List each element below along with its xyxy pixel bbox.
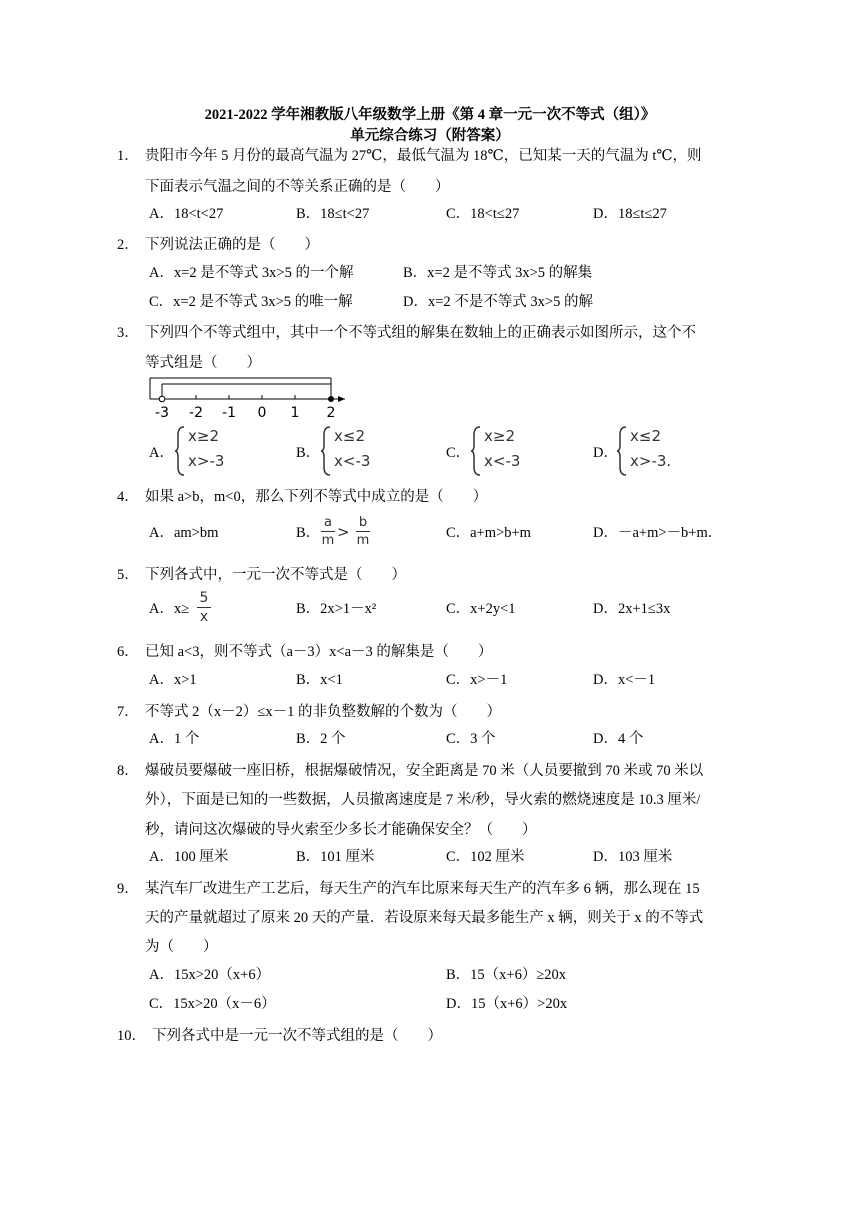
question-2-text: 下列说法正确的是（ ） (145, 237, 319, 253)
question-5-option-c: C．x+2y<1 (446, 601, 516, 617)
question-4-option-d: D．－a+m>－b+m． (593, 525, 723, 541)
question-10-text: 下列各式中是一元一次不等式组的是（ ） (152, 1028, 442, 1044)
question-2-number: 2． (117, 237, 139, 253)
question-7-option-a: A．1 个 (149, 731, 200, 747)
question-3-text-line1: 下列四个不等式组中，其中一个不等式组的解集在数轴上的正确表示如图所示，这个不 (145, 325, 696, 341)
system-brace (470, 425, 482, 482)
question-9-number: 9． (117, 881, 139, 897)
question-8-option-c: C．102 厘米 (446, 849, 525, 865)
question-5-option-a-fraction (197, 590, 211, 625)
question-3-text-line2: 等式组是（ ） (145, 355, 261, 371)
question-5-text: 下列各式中，一元一次不等式是（ ） (145, 567, 406, 583)
question-9-option-b: B．15（x+6）≥20x (446, 967, 567, 983)
question-9-text-line2: 天的产量就超过了原来 20 天的产量．若设原来每天最多能生产 x 辆，则关于 x 的不等式 (145, 910, 704, 926)
question-7-option-d: D．4 个 (593, 731, 644, 747)
question-8-option-d: D．103 厘米 (593, 849, 673, 865)
system-brace (174, 425, 186, 482)
number-line-label: -1 (222, 405, 236, 421)
question-3-option-d-ineq1: x≤2 (630, 427, 661, 445)
system-brace (320, 425, 332, 482)
denominator: m (356, 533, 370, 548)
number-line-label: 2 (326, 405, 336, 421)
question-8-number: 8． (117, 763, 139, 779)
question-5-option-a: A．x≥ (149, 601, 190, 617)
question-4-option-b-fraction-left (321, 515, 335, 548)
number-line-label: -2 (189, 405, 203, 421)
numerator: a (324, 515, 332, 530)
question-3-option-c-ineq2: x<-3 (484, 452, 521, 470)
question-6-option-c: C．x>－1 (446, 672, 508, 688)
question-8-option-b: B．101 厘米 (296, 849, 375, 865)
question-6-option-a: A．x>1 (149, 672, 197, 688)
question-1-text-line1: 贵阳市今年 5 月份的最高气温为 27℃，最低气温为 18℃，已知某一天的气温为 t℃，则 (145, 148, 702, 164)
number-line-label: 1 (290, 405, 300, 421)
question-6-number: 6． (117, 644, 139, 660)
denominator: m (321, 533, 335, 548)
question-10-number: 10． (117, 1028, 146, 1044)
question-4-option-b-relation: > (337, 523, 350, 541)
question-4-option-b: B． (296, 525, 321, 541)
question-4-option-a: A．am>bm (149, 525, 219, 541)
question-8-option-a: A．100 厘米 (149, 849, 229, 865)
question-6-option-d: D．x<－1 (593, 672, 656, 688)
number-line-label: 0 (257, 405, 267, 421)
question-7-option-b: B．2 个 (296, 731, 346, 747)
question-1-option-a: A．18<t<27 (149, 206, 224, 222)
question-9-option-a: A．15x>20（x+6） (149, 967, 271, 983)
question-1-option-c: C．18<t≤27 (446, 206, 520, 222)
question-8-text-line1: 爆破员要爆破一座旧桥，根据爆破情况，安全距离是 70 米（人员要撤到 70 米或 70 米以 (145, 763, 704, 779)
number-line-figure (145, 377, 355, 426)
question-5-number: 5． (117, 567, 139, 583)
question-2-option-d: D．x=2 不是不等式 3x>5 的解 (403, 294, 593, 310)
system-brace (616, 425, 628, 482)
question-3-option-c-ineq1: x≥2 (484, 427, 515, 445)
question-3-option-d-label: D． (593, 445, 618, 461)
question-7-text: 不等式 2（x－2）≤x－1 的非负整数解的个数为（ ） (145, 704, 501, 720)
document-title-line1: 2021-2022 学年湘教版八年级数学上册《第 4 章一元一次不等式（组）》 (204, 107, 656, 123)
question-1-option-b: B．18≤t<27 (296, 206, 370, 222)
question-3-option-a-ineq1: x≥2 (188, 427, 219, 445)
question-3-option-d-ineq2: x>-3. (630, 452, 672, 470)
number-line-label: -3 (155, 405, 169, 421)
question-9-option-c: C．15x>20（x－6） (149, 996, 276, 1012)
question-7-number: 7． (117, 704, 139, 720)
question-1-number: 1． (117, 148, 139, 164)
question-6-option-b: B．x<1 (296, 672, 343, 688)
question-4-number: 4． (117, 489, 139, 505)
question-2-option-c: C．x=2 是不等式 3x>5 的唯一解 (149, 294, 353, 310)
question-8-text-line2: 外），下面是已知的一些数据，人员撤离速度是 7 米/秒，导火索的燃烧速度是 10.3 厘米/ (145, 792, 701, 808)
question-3-option-c-label: C． (446, 445, 471, 461)
numerator: 5 (199, 590, 209, 606)
question-8-text-line3: 秒，请问这次爆破的导火索至少多长才能确保安全？（ ） (145, 822, 537, 838)
question-9-option-d: D．15（x+6）>20x (446, 996, 568, 1012)
question-3-option-b-label: B． (296, 445, 321, 461)
document-title-line2: 单元综合练习（附答案） (350, 128, 510, 144)
numerator: b (358, 515, 368, 530)
question-4-option-b-fraction-right (356, 515, 370, 548)
question-3-option-a-label: A． (149, 445, 174, 461)
question-3-option-a-ineq2: x>-3 (188, 452, 225, 470)
question-2-option-b: B．x=2 是不等式 3x>5 的解集 (403, 265, 593, 281)
question-5-option-b: B．2x>1－x² (296, 601, 377, 617)
question-9-text-line3: 为（ ） (145, 939, 218, 955)
question-3-number: 3． (117, 325, 139, 341)
question-4-option-c: C．a+m>b+m (446, 525, 531, 541)
question-6-text: 已知 a<3，则不等式（a－3）x<a－3 的解集是（ ） (145, 644, 493, 660)
question-3-option-b-ineq1: x≤2 (334, 427, 365, 445)
denominator: x (199, 609, 209, 625)
question-3-option-b-ineq2: x<-3 (334, 452, 371, 470)
question-9-text-line1: 某汽车厂改进生产工艺后，每天生产的汽车比原来每天生产的汽车多 6 辆，那么现在 15 (145, 881, 700, 897)
question-4-text: 如果 a>b，m<0，那么下列不等式中成立的是（ ） (145, 489, 488, 505)
question-5-option-d: D．2x+1≤3x (593, 601, 671, 617)
question-7-option-c: C．3 个 (446, 731, 496, 747)
question-2-option-a: A．x=2 是不等式 3x>5 的一个解 (149, 265, 354, 281)
question-1-text-line2: 下面表示气温之间的不等关系正确的是（ ） (145, 179, 450, 195)
question-1-option-d: D．18≤t≤27 (593, 206, 667, 222)
